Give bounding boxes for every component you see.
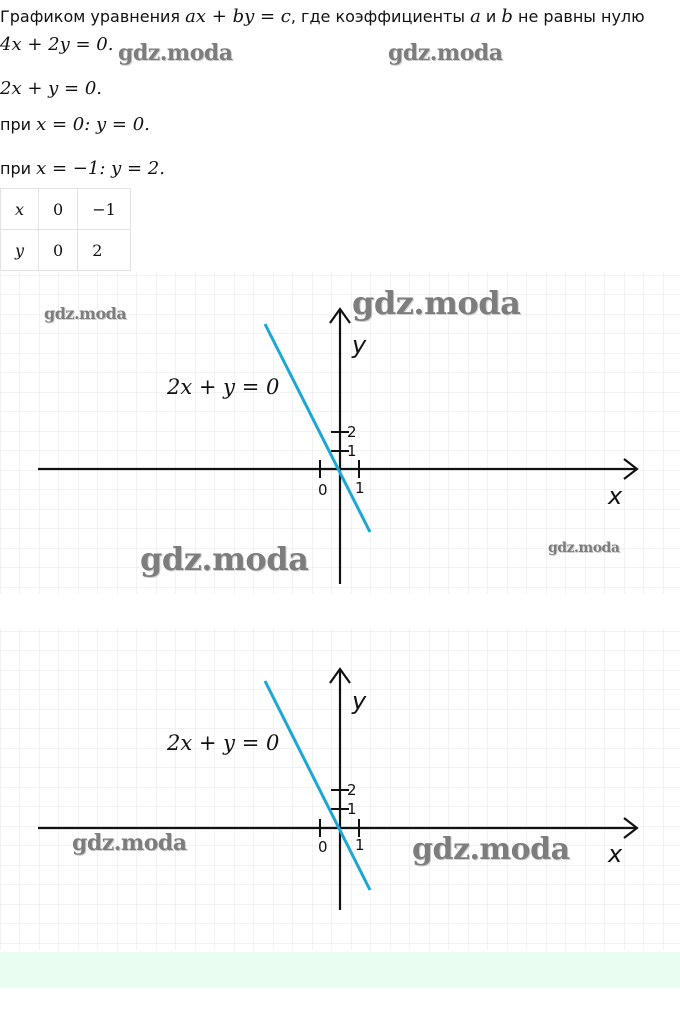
table-row — [1, 189, 131, 230]
x-axis-label: x — [608, 840, 623, 868]
coef-b: b — [501, 6, 513, 27]
watermark: gdz.moda — [118, 40, 233, 66]
values-table — [0, 188, 131, 271]
intro-mid: , где коэффициенты — [290, 7, 465, 26]
intro-line — [0, 6, 645, 27]
equation-4x-2y: 4x + 2y = 0. — [0, 34, 114, 55]
y-axis-label: y — [352, 687, 367, 715]
point-2-prefix: при — [0, 159, 32, 178]
table-cell: −1 — [78, 189, 131, 230]
watermark: gdz.moda — [44, 304, 127, 323]
table-cell: 2 — [78, 230, 131, 271]
table-cell: 0 — [39, 230, 78, 271]
intro-suffix: не равны нулю — [518, 7, 645, 26]
tick-label-origin: 0 — [318, 838, 328, 856]
table-row — [1, 230, 131, 271]
watermark: gdz.moda — [388, 40, 503, 66]
tick-label-y1: 1 — [347, 442, 357, 460]
watermark: gdz.moda — [412, 832, 570, 867]
tick-label-x1: 1 — [355, 479, 365, 497]
watermark: gdz.moda — [548, 540, 620, 556]
point-2-equation: x = −1: y = 2. — [36, 158, 165, 179]
equation-label: 2x + y = 0 — [167, 375, 280, 399]
y-axis-label: y — [352, 331, 367, 359]
graph-1 — [0, 272, 680, 594]
x-axis-label: x — [608, 482, 623, 510]
point-2-line — [0, 158, 165, 179]
graph-2-svg — [0, 628, 680, 950]
intro-equation: ax + by = c — [185, 6, 291, 27]
answer-footer-band — [0, 952, 680, 988]
table-head-y: y — [1, 230, 39, 271]
point-1-equation: x = 0: y = 0. — [36, 114, 150, 135]
graph-2 — [0, 628, 680, 950]
tick-label-y2: 2 — [347, 423, 357, 441]
tick-label-x1: 1 — [355, 836, 365, 854]
tick-label-y2: 2 — [347, 781, 357, 799]
point-1-line — [0, 114, 150, 135]
tick-label-y1: 1 — [347, 800, 357, 818]
intro-prefix: Графиком уравнения — [0, 7, 181, 26]
watermark: gdz.moda — [352, 284, 521, 322]
watermark: gdz.moda — [140, 540, 309, 578]
table-cell: 0 — [39, 189, 78, 230]
watermark: gdz.moda — [72, 830, 187, 856]
coef-a: a — [470, 6, 481, 27]
tick-label-origin: 0 — [318, 481, 328, 499]
intro-and: и — [485, 7, 497, 26]
equation-label: 2x + y = 0 — [167, 731, 280, 755]
point-1-prefix: при — [0, 115, 32, 134]
equation-2x-y: 2x + y = 0. — [0, 78, 102, 99]
table-head-x: x — [1, 189, 39, 230]
